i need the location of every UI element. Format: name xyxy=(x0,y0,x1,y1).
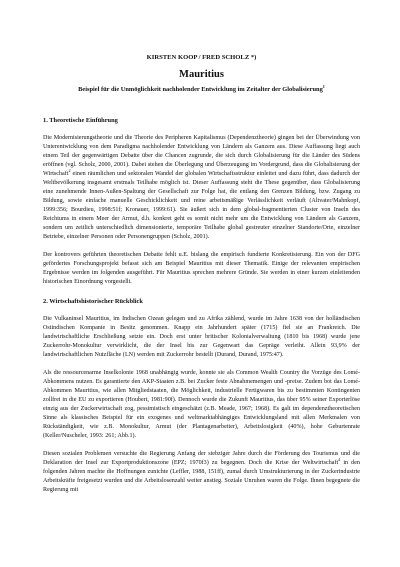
footnote-marker: 4 xyxy=(338,456,341,462)
paragraph-5-text-b: in den folgenden Jahren machte die Hoffnungen zunichte (Leffler, 1988, 151ff), zumal durch Umstrukturierung in der Zuckerindustrie Arbeitskräfte freigesetzt wurden und die Arbeitslosenzahl weiter anstieg. Soziale Unruhen waren die Folge. Ihnen begegnete die Regierung mit xyxy=(43,460,360,493)
paper-subtitle xyxy=(43,85,360,94)
paragraph-1-text-a: Die Modernisierungstheorie und die Theorie des Peripheren Kapitalismus (Dependenztheorie) gingen bei der Überwindung von Unterentwicklung von dem Paradigma nachholender Entwicklung von Ländern als Ganzem aus. Diese Auffassung liegt auch einem Teil der gegenwärtigen Debatte über die Chancen zugrunde, die sich durch Globalisierung für die Länder des Südens eröffnen (vgl. Scholz, 2000, 2001). Dabei stehen die Überlegung und Überzeugung im Vordergrund, dass die Globalisierung der Wirtschaft xyxy=(43,135,360,177)
paragraph-1-text-b: einen räumlichen und sektoralen Wandel der globalen Wirtschaftsstruktur einleitet und dazu führt, dass dadurch der Weltbevölkerung insgesamt erstmals Teilhabe möglich ist. Dieser Auffassung steht die These gegenüber, dass Globalisierung eine zunehmende Innen-Außen-Spaltung der Gesellschaft zur Folge hat, die entlang den Grenzen Bildung, bzw. Zugang zu Bildung, sowie einfache manuelle Geschicklichkeit und reine arbeitsmäßige Verlässlichkeit verläuft (Altvater/Mahnkopf, 1999:356; Bourdieu, 1998:51f; Kronauer, 1999:61). Sie äußert sich in dem global-fragmentierten Cluster von Inseln des Reichtums in einem Meer der Armut, d.h. konkret geht es somit nicht mehr um die Entwicklung von Ländern als Ganzem, sondern um zeitlich unterschiedlich dimensionierte, temporäre Teilhabe global gestreuter einzelner Standorte/Orte, einzelner Betriebe, einzelner Personen oder Personengruppen (Scholz, 2001). xyxy=(43,171,360,240)
section-heading-1: 1. Theoretische Einführung xyxy=(43,117,118,124)
author-line: KIRSTEN KOOP / FRED SCHOLZ *) xyxy=(146,54,257,61)
paragraph-1 xyxy=(43,134,360,242)
paper-title: Mauritius xyxy=(179,69,224,80)
footnote-marker: 2 xyxy=(68,167,71,173)
section-heading-2: 2. Wirtschaftshistorischer Rückblick xyxy=(43,298,143,305)
paragraph-5 xyxy=(43,450,360,495)
paragraph-5-text-a: Diesen sozialen Problemen versuchte die Regierung Anfang der siebziger Jahre durch die Förderung des Tourismus und die Deklaration der Insel zur Exportproduktionszone (EPZ; 1970f3) zu begegnen. Doch die Krise der Weltwirtschaft xyxy=(43,451,360,466)
paragraph-3: Die Vulkaninsel Mauritius, im Indischen Ozean gelegen und zu Afrika zählend, wurde im Jahre 1638 von der holländischen Ostindischen Kompanie in Besitz genommen. Knapp ein Jahrhundert später (1715) fiel sie an Frankreich. Die landwirtschaftliche Erschließung setzte ein. Doch erst unter britischer Kolonialverwaltung (1810 bis 1968) wurde jene Zuckerrohr-Monokultur verwirklicht, die der Insel bis zur Gegenwart das Gepräge verleiht. Allein 93,9% der landwirtschaftlichen Nutzfläche (LN) werden mit Zuckerrohr bestellt (Durand, Durand, 1975:47). xyxy=(43,316,360,358)
paragraph-4: Als die ressourcenarme Inselkolonie 1968 unabhängig wurde, konnte sie als Common Wealth Country die Vorzüge des Lomé-Abkommens nutzen. Es garantierte den AKP-Staaten z.B. bei Zucker feste Abnahmemengen und -preise. Zudem bot das Lomé-Abkommen Mauritius, wie allen Mitgliedstaaten, die Möglichkeit, industrielle Fertigwaren bis zu bestimmten Kontingenten zollfrei in die EU zu exportieren (Houbert, 1981:90f). Dennoch wurde die Zukunft Mauritius, das über 95% seiner Exporterlöse einzig aus der Zuckerwirtschaft zog, pessimistisch eingeschätzt (z.B. Meade, 1967; 1968). Es galt im dependenztheoretischen Sinne als klassisches Beispiel für ein exogenes und weltmarktabhängiges Entwicklungsland mit allen Merkmalen von Rückständigkeit, wie z.B. Monokultur, Armut (der Plantagenarbeiter), Arbeitslosigkeit (40%), hohe Geburtenrate (Keller/Nuscheler, 1993: 261; Abb.1). xyxy=(43,370,360,439)
footnote-marker: 1 xyxy=(322,83,325,89)
subtitle-text: Beispiel für die Unmöglichkeit nachholender Entwicklung im Zeitalter der Globalisierung xyxy=(78,86,323,93)
paragraph-2: Der kontrovers geführten theoretischen Debatte fehlt u.E. bislang die empirisch fundierte Konkretisierung. Ein von der DFG gefördertes Forschungsprojekt befasst sich am Beispiel Mauritius mit dieser Thematik. Einige der relevanten empirischen Ergebnisse werden im folgenden ausgeführt. Für Mauritius sprechen mehrere Gründe. Sie werden in einer kurzen einleitenden historischen Einordnung vorgestellt. xyxy=(43,252,360,285)
